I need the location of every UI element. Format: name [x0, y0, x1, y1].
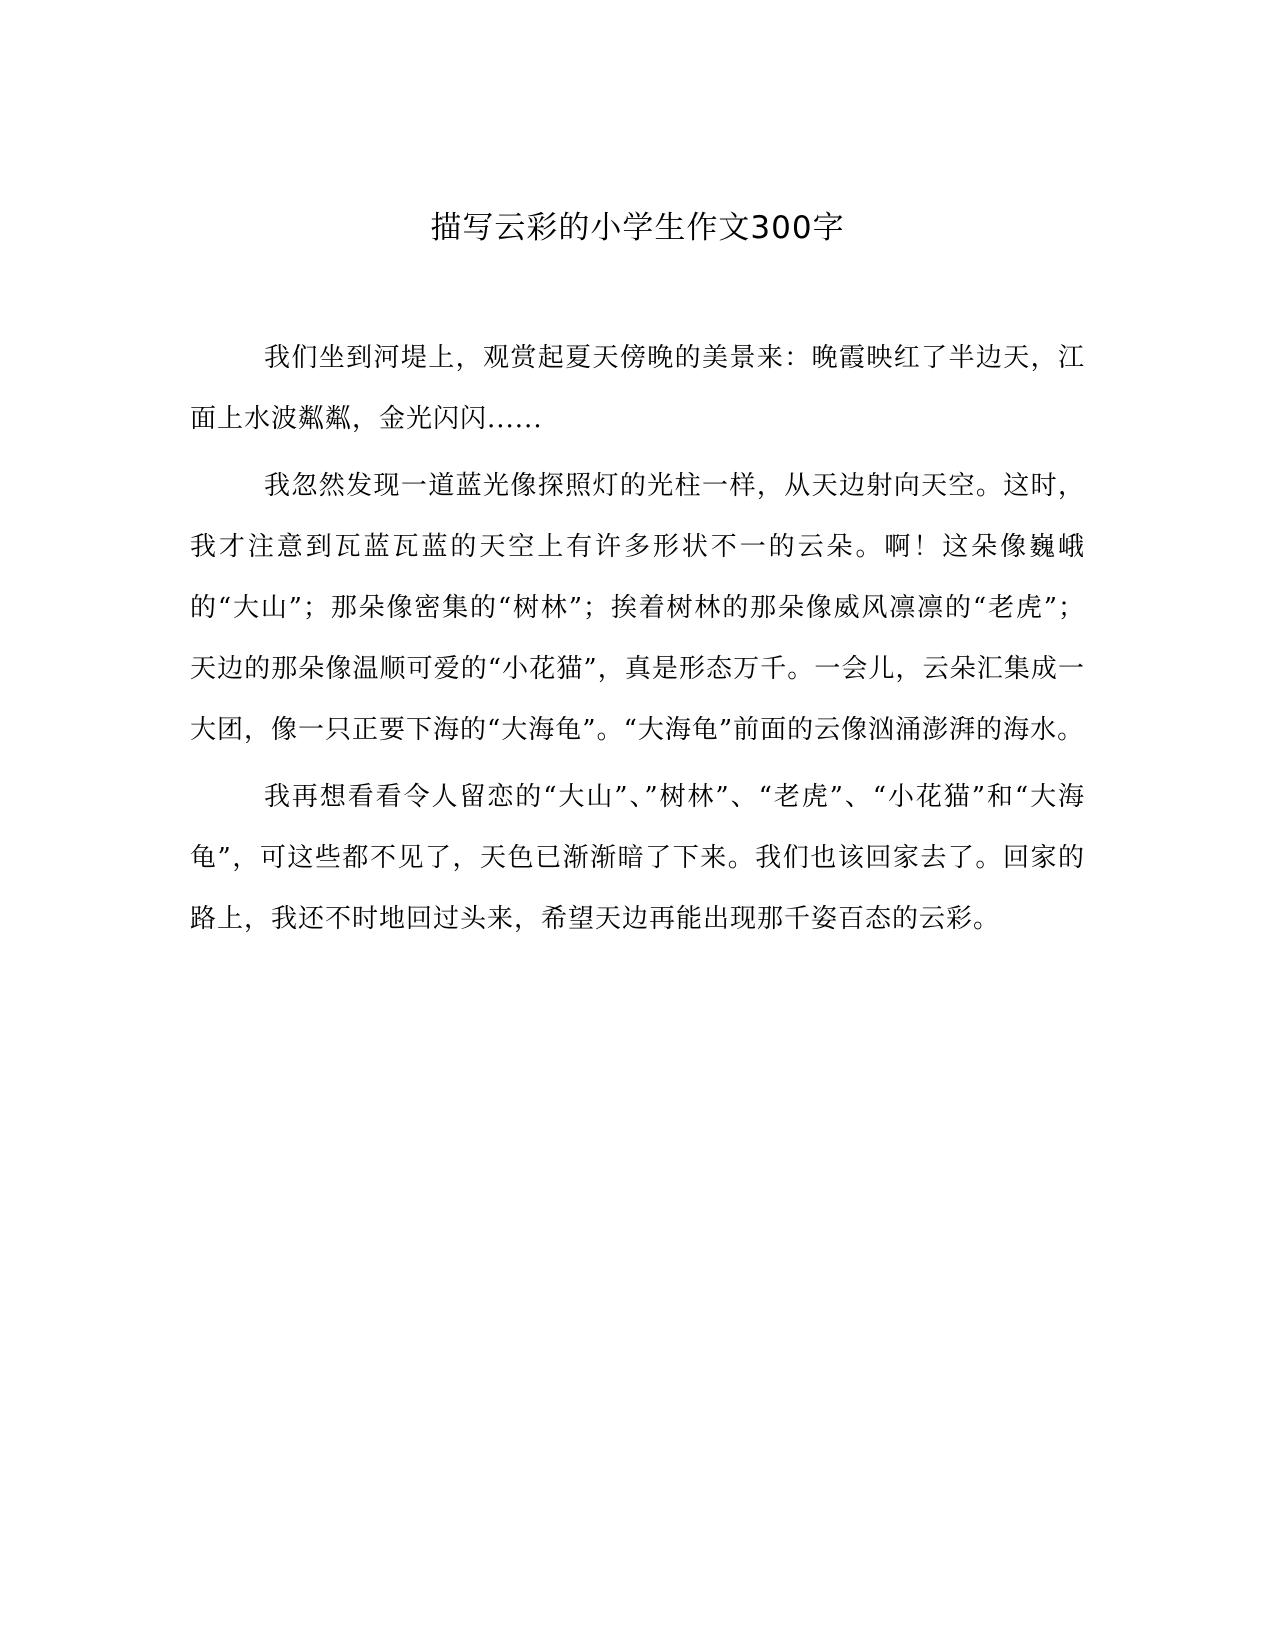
paragraph-3: 我再想看看令人留恋的“大山”、”树林”、“老虎”、“小花猫”和“大海龟”，可这些都不见了，天色已渐渐暗了下来。我们也该回家去了。回家的路上，我还不时地回过头来，希望天边再能出现那千姿百态的云彩。 [190, 782, 1085, 934]
paragraph-2: 我忽然发现一道蓝光像探照灯的光柱一样，从天边射向天空。这时，我才注意到瓦蓝瓦蓝的天空上有许多形状不一的云朵。啊！这朵像巍峨的“大山”；那朵像密集的“树林”；挨着树林的那朵像威风凛凛的“老虎”；天边的那朵像温顺可爱的“小花猫”，真是形态万千。一会儿，云朵汇集成一大团，像一只正要下海的“大海龟”。“大海龟”前面的云像汹涌澎湃的海水。 [190, 471, 1085, 745]
page-title: 描写云彩的小学生作文300字 [430, 210, 845, 246]
essay-body [190, 328, 1085, 956]
paragraph-1: 我们坐到河堤上，观赏起夏天傍晚的美景来：晚霞映红了半边天，江面上水波粼粼，金光闪闪...... [190, 343, 1085, 434]
